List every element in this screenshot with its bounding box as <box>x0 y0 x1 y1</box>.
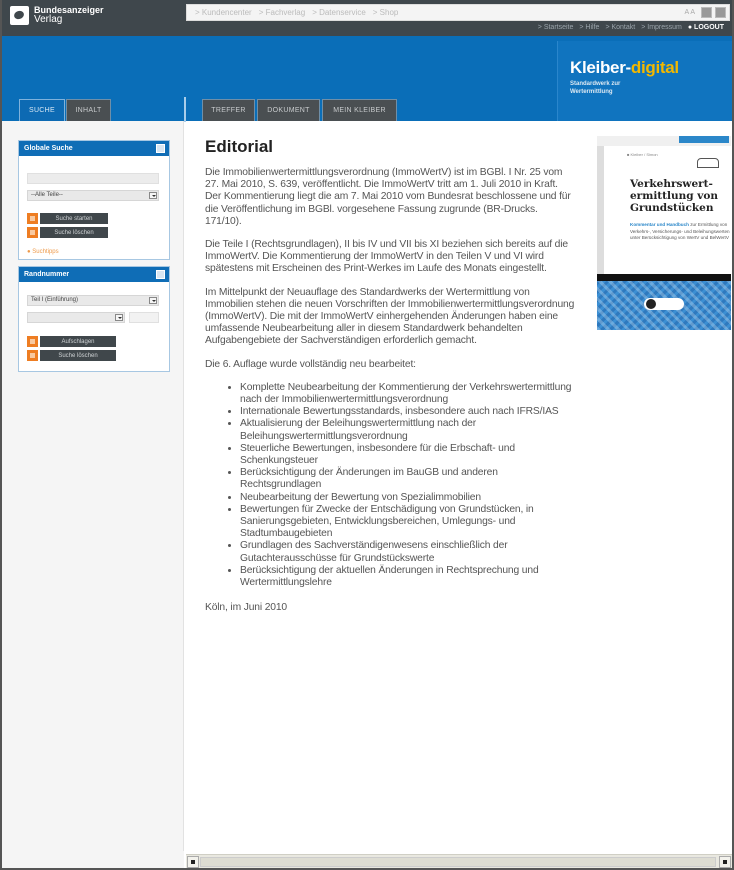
clear-margin-number-button[interactable] <box>27 350 116 361</box>
column-divider <box>184 97 186 122</box>
nav-link-datenservice[interactable]: > Datenservice <box>312 8 366 17</box>
scrollbar-thumb[interactable] <box>200 857 716 867</box>
scope-select-value: --Alle Teile-- <box>31 192 63 198</box>
logo-icon <box>10 6 29 25</box>
article-area <box>186 121 591 851</box>
paragraph: Die Teile I (Rechtsgrundlagen), II bis IV und VII bis XI beziehen sich bereits auf die ImmoWertV. Die Kommentierung der ImmoWertV in den Teilen V und VI wird spätestens mit Erscheinen des Print-Werkes im Laufe des Monats eingestellt. <box>205 239 568 275</box>
paragraph: Die 6. Auflage wurde vollständig neu bearbeitet: <box>205 358 416 370</box>
clear-search-label: Suche löschen <box>40 227 108 238</box>
brand-name-part2: digital <box>630 58 679 77</box>
tab-suche[interactable]: SUCHE <box>19 99 65 121</box>
margin-number-input[interactable] <box>129 312 159 323</box>
clear-label: Suche löschen <box>40 350 116 361</box>
search-tips-link[interactable]: ● Suchtipps <box>27 249 59 255</box>
collapse-icon[interactable] <box>156 144 165 153</box>
top-bar <box>2 0 732 36</box>
book-advertisement[interactable] <box>597 136 731 330</box>
page-title: Editorial <box>205 137 274 156</box>
top-navigation <box>186 4 730 21</box>
part-select[interactable] <box>27 295 159 306</box>
list-item: • Berücksichtigung der aktuellen Änderungen in Rechtsprechung und Wertermittlungslehre <box>240 565 575 589</box>
list-item: • Bewertungen für Zwecke der Entschädigung von Grundstücken, in Sanierungsgebieten, Entwicklungsbereichen, Umlegungs- und Stadtumbaugebieten <box>240 504 575 541</box>
paragraph: Die Immobilienwertermittlungsverordnung (ImmoWertV) ist im BGBl. I Nr. 25 vom 27. Mai 2010, S. 639, veröffentlicht. Die ImmoWertV tritt am 1. Juli 2010 in Kraft. Der Kommentierung liegt die am 7. Mai 2010 vom Bundesrat beschlossene und für die Veröffentlichung im BGBl. vorgesehene Fassung zugrunde (BR-Drucks. 171/10). <box>205 167 571 227</box>
book-title: Verkehrswert-ermittlung von Grundstücken <box>630 178 719 214</box>
print-icon[interactable] <box>701 7 712 18</box>
start-search-label: Suche starten <box>40 213 108 224</box>
service-navigation <box>538 24 724 31</box>
ad-badge <box>679 136 729 143</box>
nav-link-fachverlag[interactable]: > Fachverlag <box>258 8 306 17</box>
logout-link[interactable]: ● LOGOUT <box>687 24 724 31</box>
chevron-down-icon <box>149 192 157 199</box>
book-description-rest: zur Ermittlung von Verkehrs-, Versicherungs- und Beleihungswerten unter Berücksichtigung von WertV und BelWertV <box>630 222 730 240</box>
margin-number-panel <box>18 266 170 372</box>
start-search-button[interactable] <box>27 213 108 224</box>
book-description-first: Kommentar und Handbuch <box>630 222 689 227</box>
collapse-icon[interactable] <box>156 270 165 279</box>
logo-line1: Bundesanzeiger <box>34 5 104 15</box>
clear-search-button[interactable] <box>27 227 108 238</box>
sidebar-footer <box>2 851 184 868</box>
arrow-icon <box>27 227 38 238</box>
brand-tagline-line1: Standardwerk zur <box>570 81 621 87</box>
nav-link-shop[interactable]: > Shop <box>372 8 399 17</box>
section-select[interactable] <box>27 312 125 323</box>
list-item: • Grundlagen des Sachverständigenwesens einschließlich der Gutachterausschüsse für Grundstückswerte <box>240 540 575 564</box>
list-item: • Steuerliche Bewertungen, insbesondere für die Erbschaft- und Schenkungsteuer <box>240 443 575 467</box>
arrow-icon <box>27 213 38 224</box>
brand-tagline-line2: Wertermittlung <box>570 89 613 95</box>
global-search-panel <box>18 140 170 260</box>
edition-changes-list <box>205 382 575 589</box>
nav-link-hilfe[interactable]: > Hilfe <box>579 24 600 31</box>
cover-stripe <box>597 274 731 281</box>
closing-line: Köln, im Juni 2010 <box>205 602 288 614</box>
book-description <box>630 222 730 242</box>
nav-link-impressum[interactable]: > Impressum <box>641 24 682 31</box>
tab-inhalt[interactable]: INHALT <box>66 99 111 121</box>
global-search-title: Globale Suche <box>24 145 73 152</box>
open-margin-number-button[interactable] <box>27 336 116 347</box>
brand-name-part1: Kleiber- <box>570 58 631 77</box>
nav-link-kontakt[interactable]: > Kontakt <box>605 24 636 31</box>
bookmark-icon[interactable] <box>715 7 726 18</box>
ad-publisher: ■ Kleiber / Simon <box>627 152 658 157</box>
margin-number-title: Randnummer <box>24 271 70 278</box>
tab-dokument[interactable]: DOKUMENT <box>257 99 320 121</box>
chevron-down-icon <box>115 314 123 321</box>
list-item: • Komplette Neubearbeitung der Kommentierung der Verkehrswertermittlung nach der Immobilienwertermittlungsverordnung <box>240 382 575 406</box>
global-search-input[interactable] <box>27 173 159 184</box>
paragraph: Im Mittelpunkt der Neuauflage des Standardwerks der Wertermittlung von Immobilien stehen die neuen Vorschriften der Immobilienwertermittlungsverordnung (ImmoWertV). Die mit der ImmoWertV einhergehenden Änderungen haben eine umfassende Neubearbeitung aller in diesem Standardwerk behandelten Aufgabengebiete der Sachverständigen erforderlich gemacht. <box>205 286 575 347</box>
tab-mein-kleiber[interactable]: MEIN KLEIBER <box>322 99 397 121</box>
scope-select[interactable] <box>27 190 159 201</box>
scroll-left-button[interactable] <box>187 856 199 868</box>
house-logo-icon <box>697 158 719 168</box>
article-content <box>205 167 575 626</box>
list-item: • Aktualisierung der Beleihungswertermittlung nach der Beleihungswertermittlungsverordnung <box>240 418 575 442</box>
left-sidebar <box>2 121 184 851</box>
list-item: • Internationale Bewertungsstandards, insbesondere auch nach IFRS/IAS <box>240 406 575 418</box>
chevron-down-icon <box>149 297 157 304</box>
list-item: • Berücksichtigung der Änderungen im BauGB und anderen Rechtsgrundlagen <box>240 467 575 491</box>
font-size-toggle[interactable]: A A <box>684 9 695 16</box>
part-select-value: Teil I (Einführung) <box>31 297 79 303</box>
horizontal-scrollbar[interactable] <box>186 854 732 868</box>
tab-treffer[interactable]: TREFFER <box>202 99 255 121</box>
list-item: • Neubearbeitung der Bewertung von Spezialimmobilien <box>240 492 575 504</box>
open-label: Aufschlagen <box>40 336 116 347</box>
nav-link-kundencenter[interactable]: > Kundencenter <box>195 8 252 17</box>
logo-line2: Verlag <box>34 14 63 25</box>
brand-logo <box>557 41 732 121</box>
scroll-right-button[interactable] <box>719 856 731 868</box>
arrow-icon <box>27 336 38 347</box>
publisher-emblem-icon <box>644 298 684 310</box>
arrow-icon <box>27 350 38 361</box>
publisher-logo[interactable] <box>10 5 104 25</box>
nav-link-startseite[interactable]: > Startseite <box>537 24 574 31</box>
